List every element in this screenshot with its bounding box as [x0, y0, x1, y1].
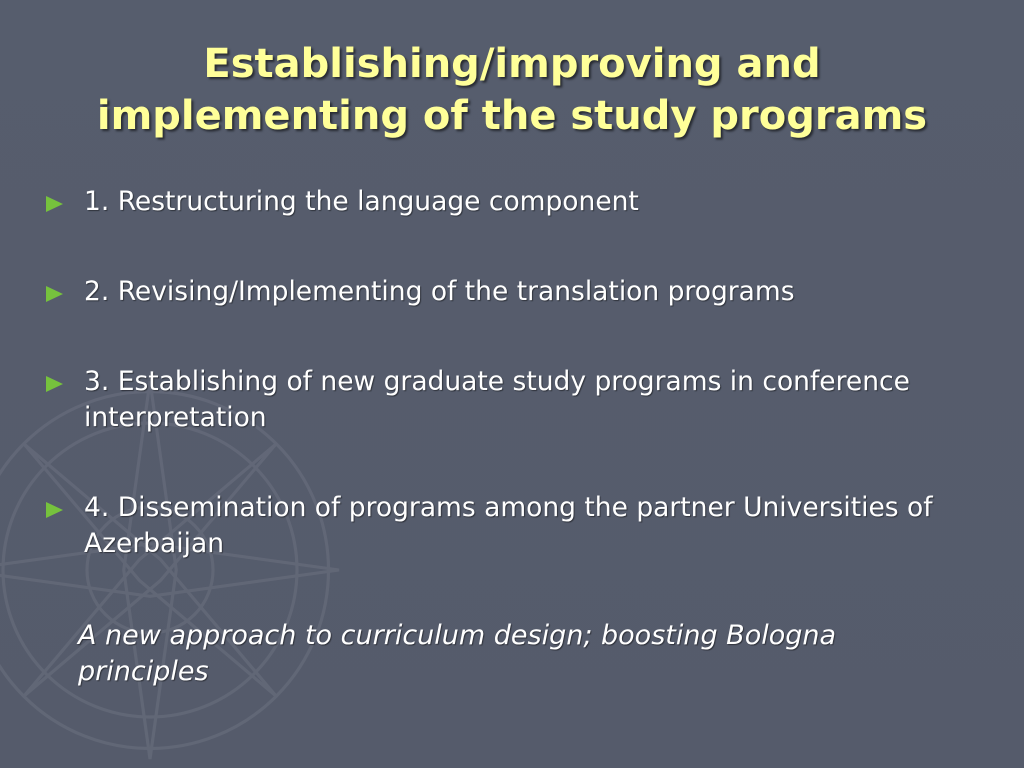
bullet-text-1: 1. Restructuring the language component	[84, 186, 639, 217]
bullet-text-3: 3. Establishing of new graduate study programs in conference interpretation	[84, 366, 910, 433]
slide-title	[40, 38, 984, 142]
bullet-triangle-icon	[46, 376, 63, 392]
bullet-list	[44, 184, 944, 562]
slide-title-line-2: implementing of the study programs	[96, 93, 928, 139]
bullet-text-2: 2. Revising/Implementing of the translation programs	[84, 276, 795, 307]
bullet-item-2	[44, 274, 944, 310]
bullet-item-3	[44, 364, 944, 436]
bullet-item-4	[44, 490, 944, 562]
bullet-text-4: 4. Dissemination of programs among the partner Universities of Azerbaijan	[84, 492, 933, 559]
bullet-triangle-icon	[46, 196, 63, 212]
bullet-triangle-icon	[46, 286, 63, 302]
bullet-item-1	[44, 184, 944, 220]
slide-title-line-1: Establishing/improving and	[203, 41, 821, 87]
closing-note: A new approach to curriculum design; boosting Bologna principles	[78, 620, 837, 687]
bullet-triangle-icon	[46, 502, 63, 518]
